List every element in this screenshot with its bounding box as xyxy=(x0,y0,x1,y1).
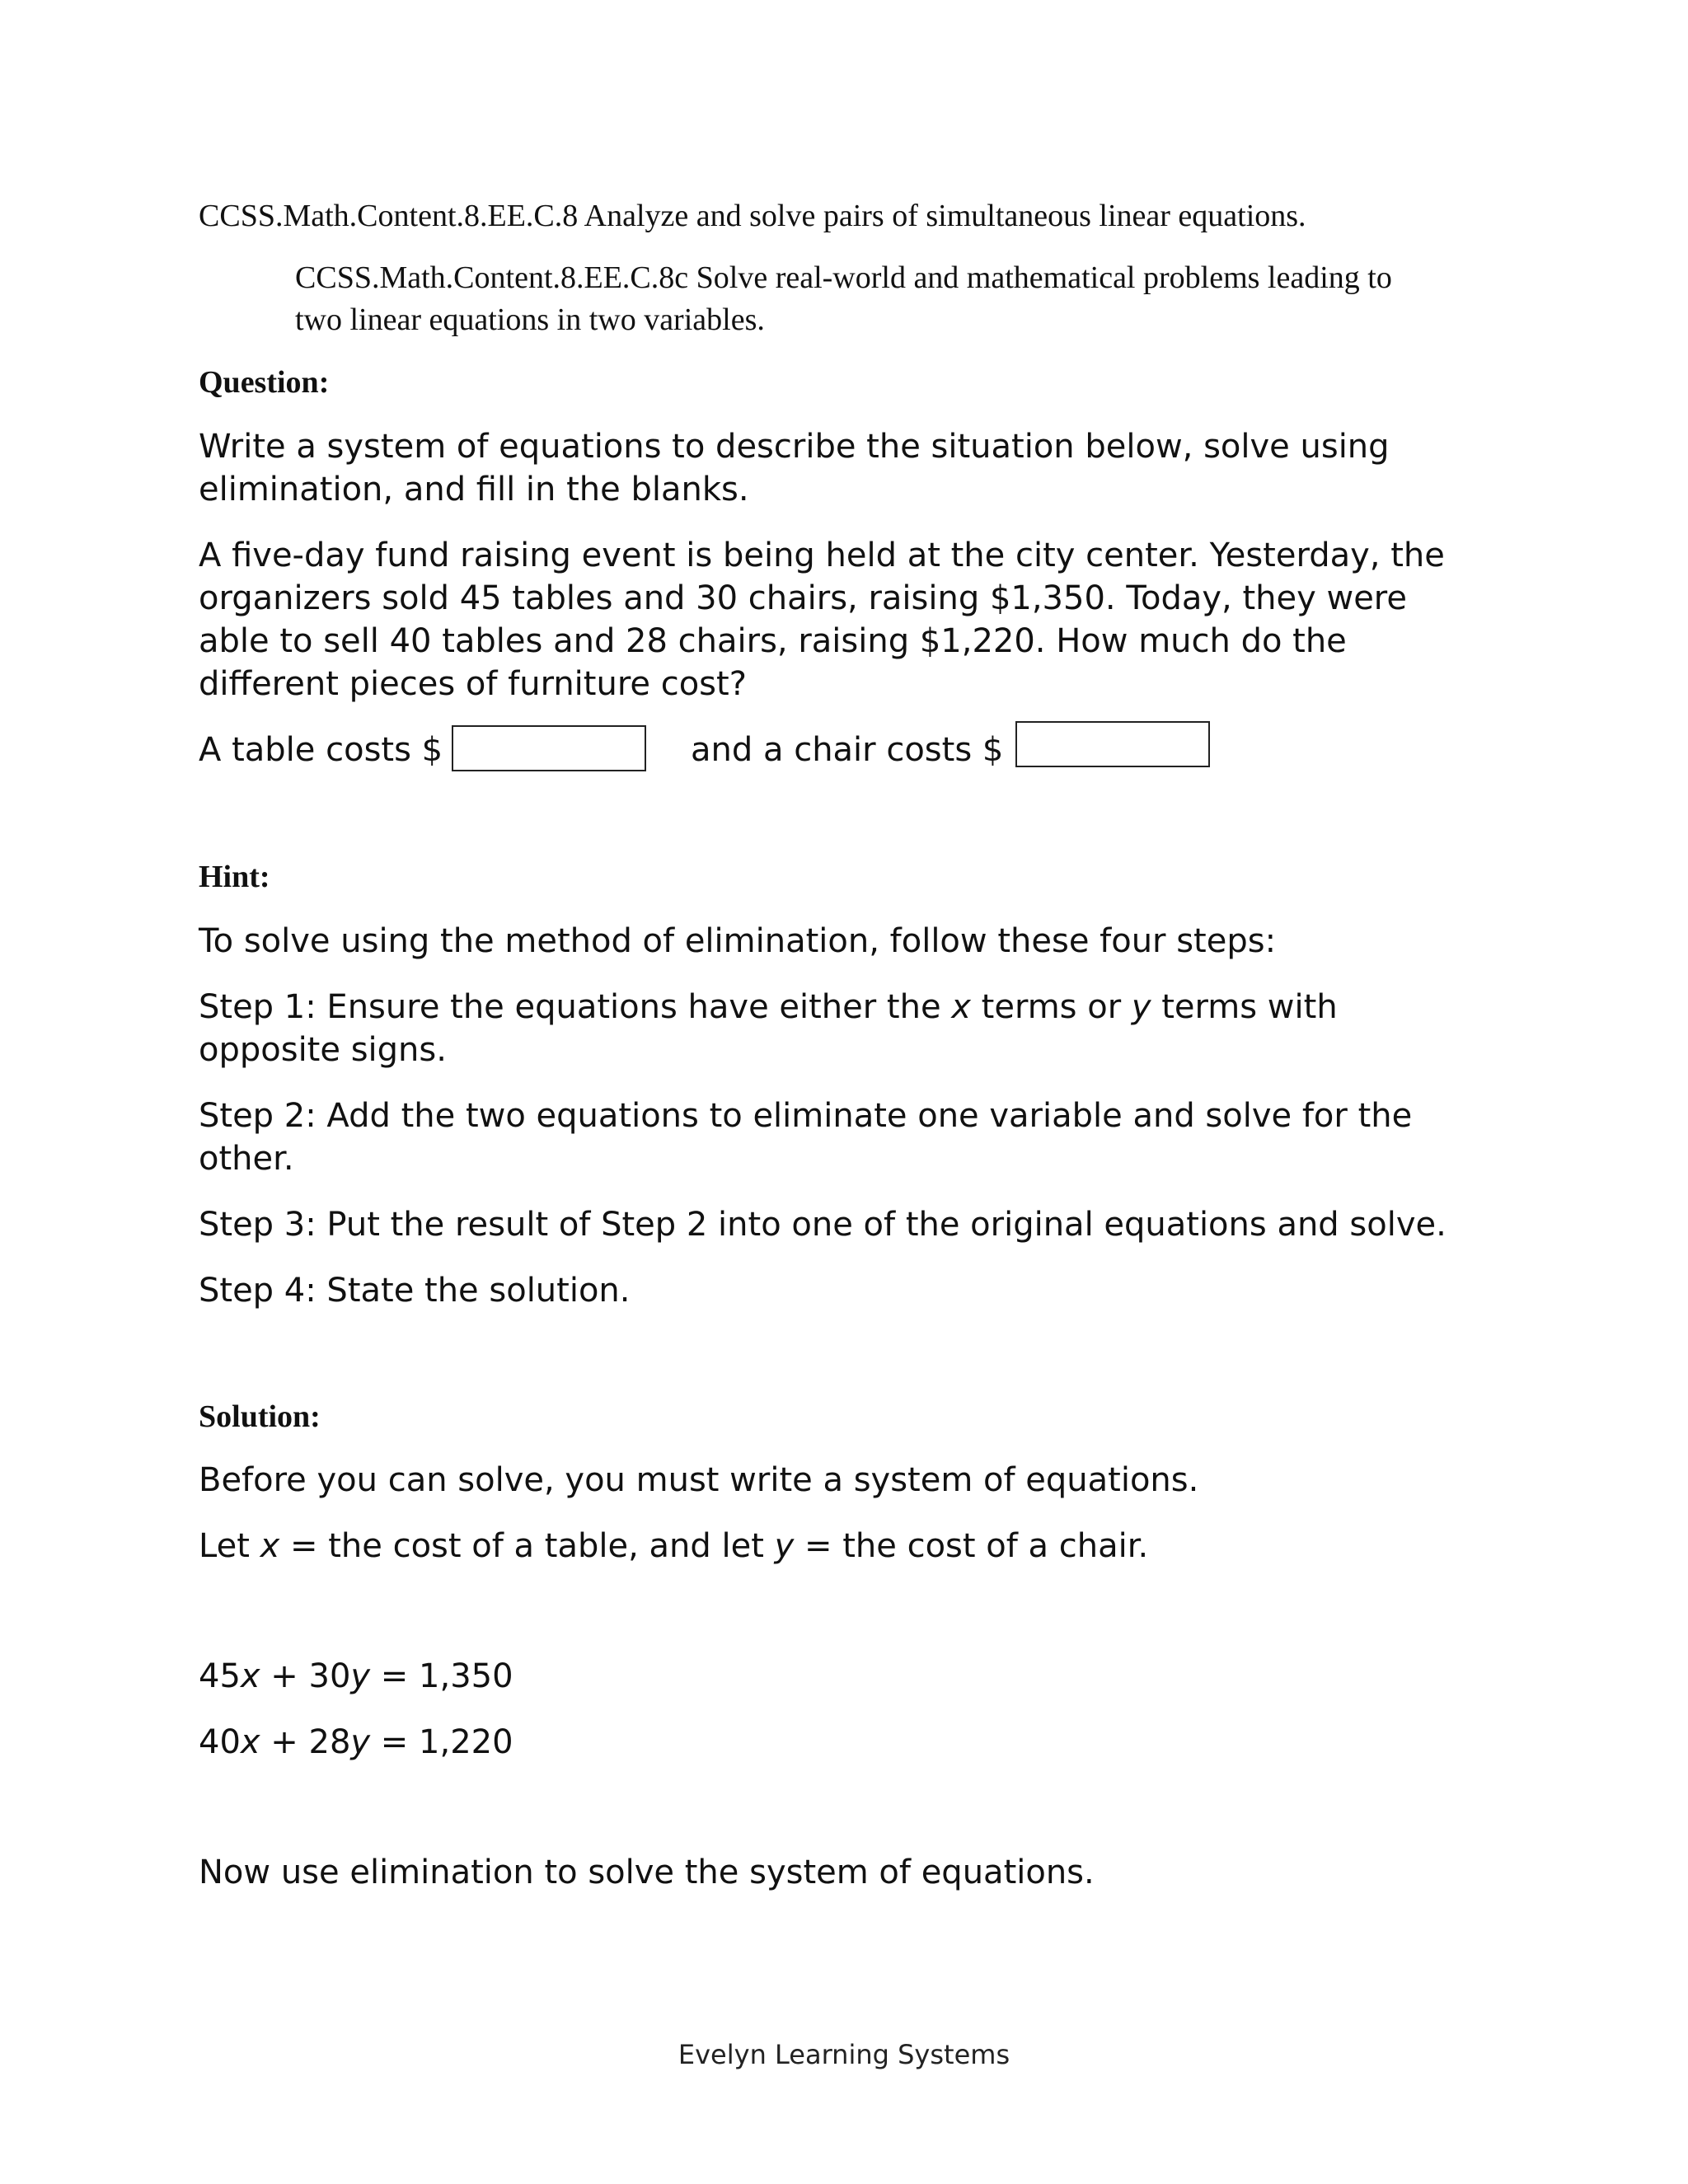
question-heading: Question: xyxy=(199,365,330,400)
hint-step2-line2: other. xyxy=(199,1140,294,1178)
hint-step2-line1: Step 2: Add the two equations to eliminate one variable and solve for the xyxy=(199,1097,1413,1135)
answer-chair-label: and a chair costs $ xyxy=(691,731,1004,769)
question-instruction-line1: Write a system of equations to describe the situation below, solve using xyxy=(199,428,1390,466)
solution-heading: Solution: xyxy=(199,1399,321,1434)
hint-step1-line1: Step 1: Ensure the equations have either the x terms or y terms with xyxy=(199,988,1338,1026)
solution-next-step: Now use elimination to solve the system of equations. xyxy=(199,1854,1095,1891)
standard-sub-line1: CCSS.Math.Content.8.EE.C.8c Solve real-world and mathematical problems leading to xyxy=(295,260,1392,295)
question-instruction-line2: elimination, and fill in the blanks. xyxy=(199,471,749,509)
hint-intro: To solve using the method of elimination, follow these four steps: xyxy=(199,922,1277,960)
hint-step4: Step 4: State the solution. xyxy=(199,1272,631,1310)
answer-table-label: A table costs $ xyxy=(199,731,443,769)
problem-line2: organizers sold 45 tables and 30 chairs, raising $1,350. Today, they were xyxy=(199,579,1407,617)
problem-line3: able to sell 40 tables and 28 chairs, raising $1,220. How much do the xyxy=(199,622,1347,660)
chair-cost-input[interactable] xyxy=(1015,721,1210,767)
hint-step3: Step 3: Put the result of Step 2 into one of the original equations and solve. xyxy=(199,1206,1447,1244)
hint-heading: Hint: xyxy=(199,860,270,894)
problem-line4: different pieces of furniture cost? xyxy=(199,665,747,703)
hint-step1-line2: opposite signs. xyxy=(199,1031,447,1069)
page-footer: Evelyn Learning Systems xyxy=(678,2039,1010,2070)
standard-main: CCSS.Math.Content.8.EE.C.8 Analyze and solve pairs of simultaneous linear equations. xyxy=(199,199,1306,233)
solution-let-statement: Let x = the cost of a table, and let y = the cost of a chair. xyxy=(199,1527,1149,1565)
table-cost-input[interactable] xyxy=(452,725,646,771)
problem-line1: A five-day fund raising event is being held at the city center. Yesterday, the xyxy=(199,537,1445,574)
equation-2: 40x + 28y = 1,220 xyxy=(199,1723,513,1761)
equation-1: 45x + 30y = 1,350 xyxy=(199,1657,513,1695)
standard-sub-line2: two linear equations in two variables. xyxy=(295,302,765,337)
solution-intro: Before you can solve, you must write a system of equations. xyxy=(199,1461,1199,1499)
